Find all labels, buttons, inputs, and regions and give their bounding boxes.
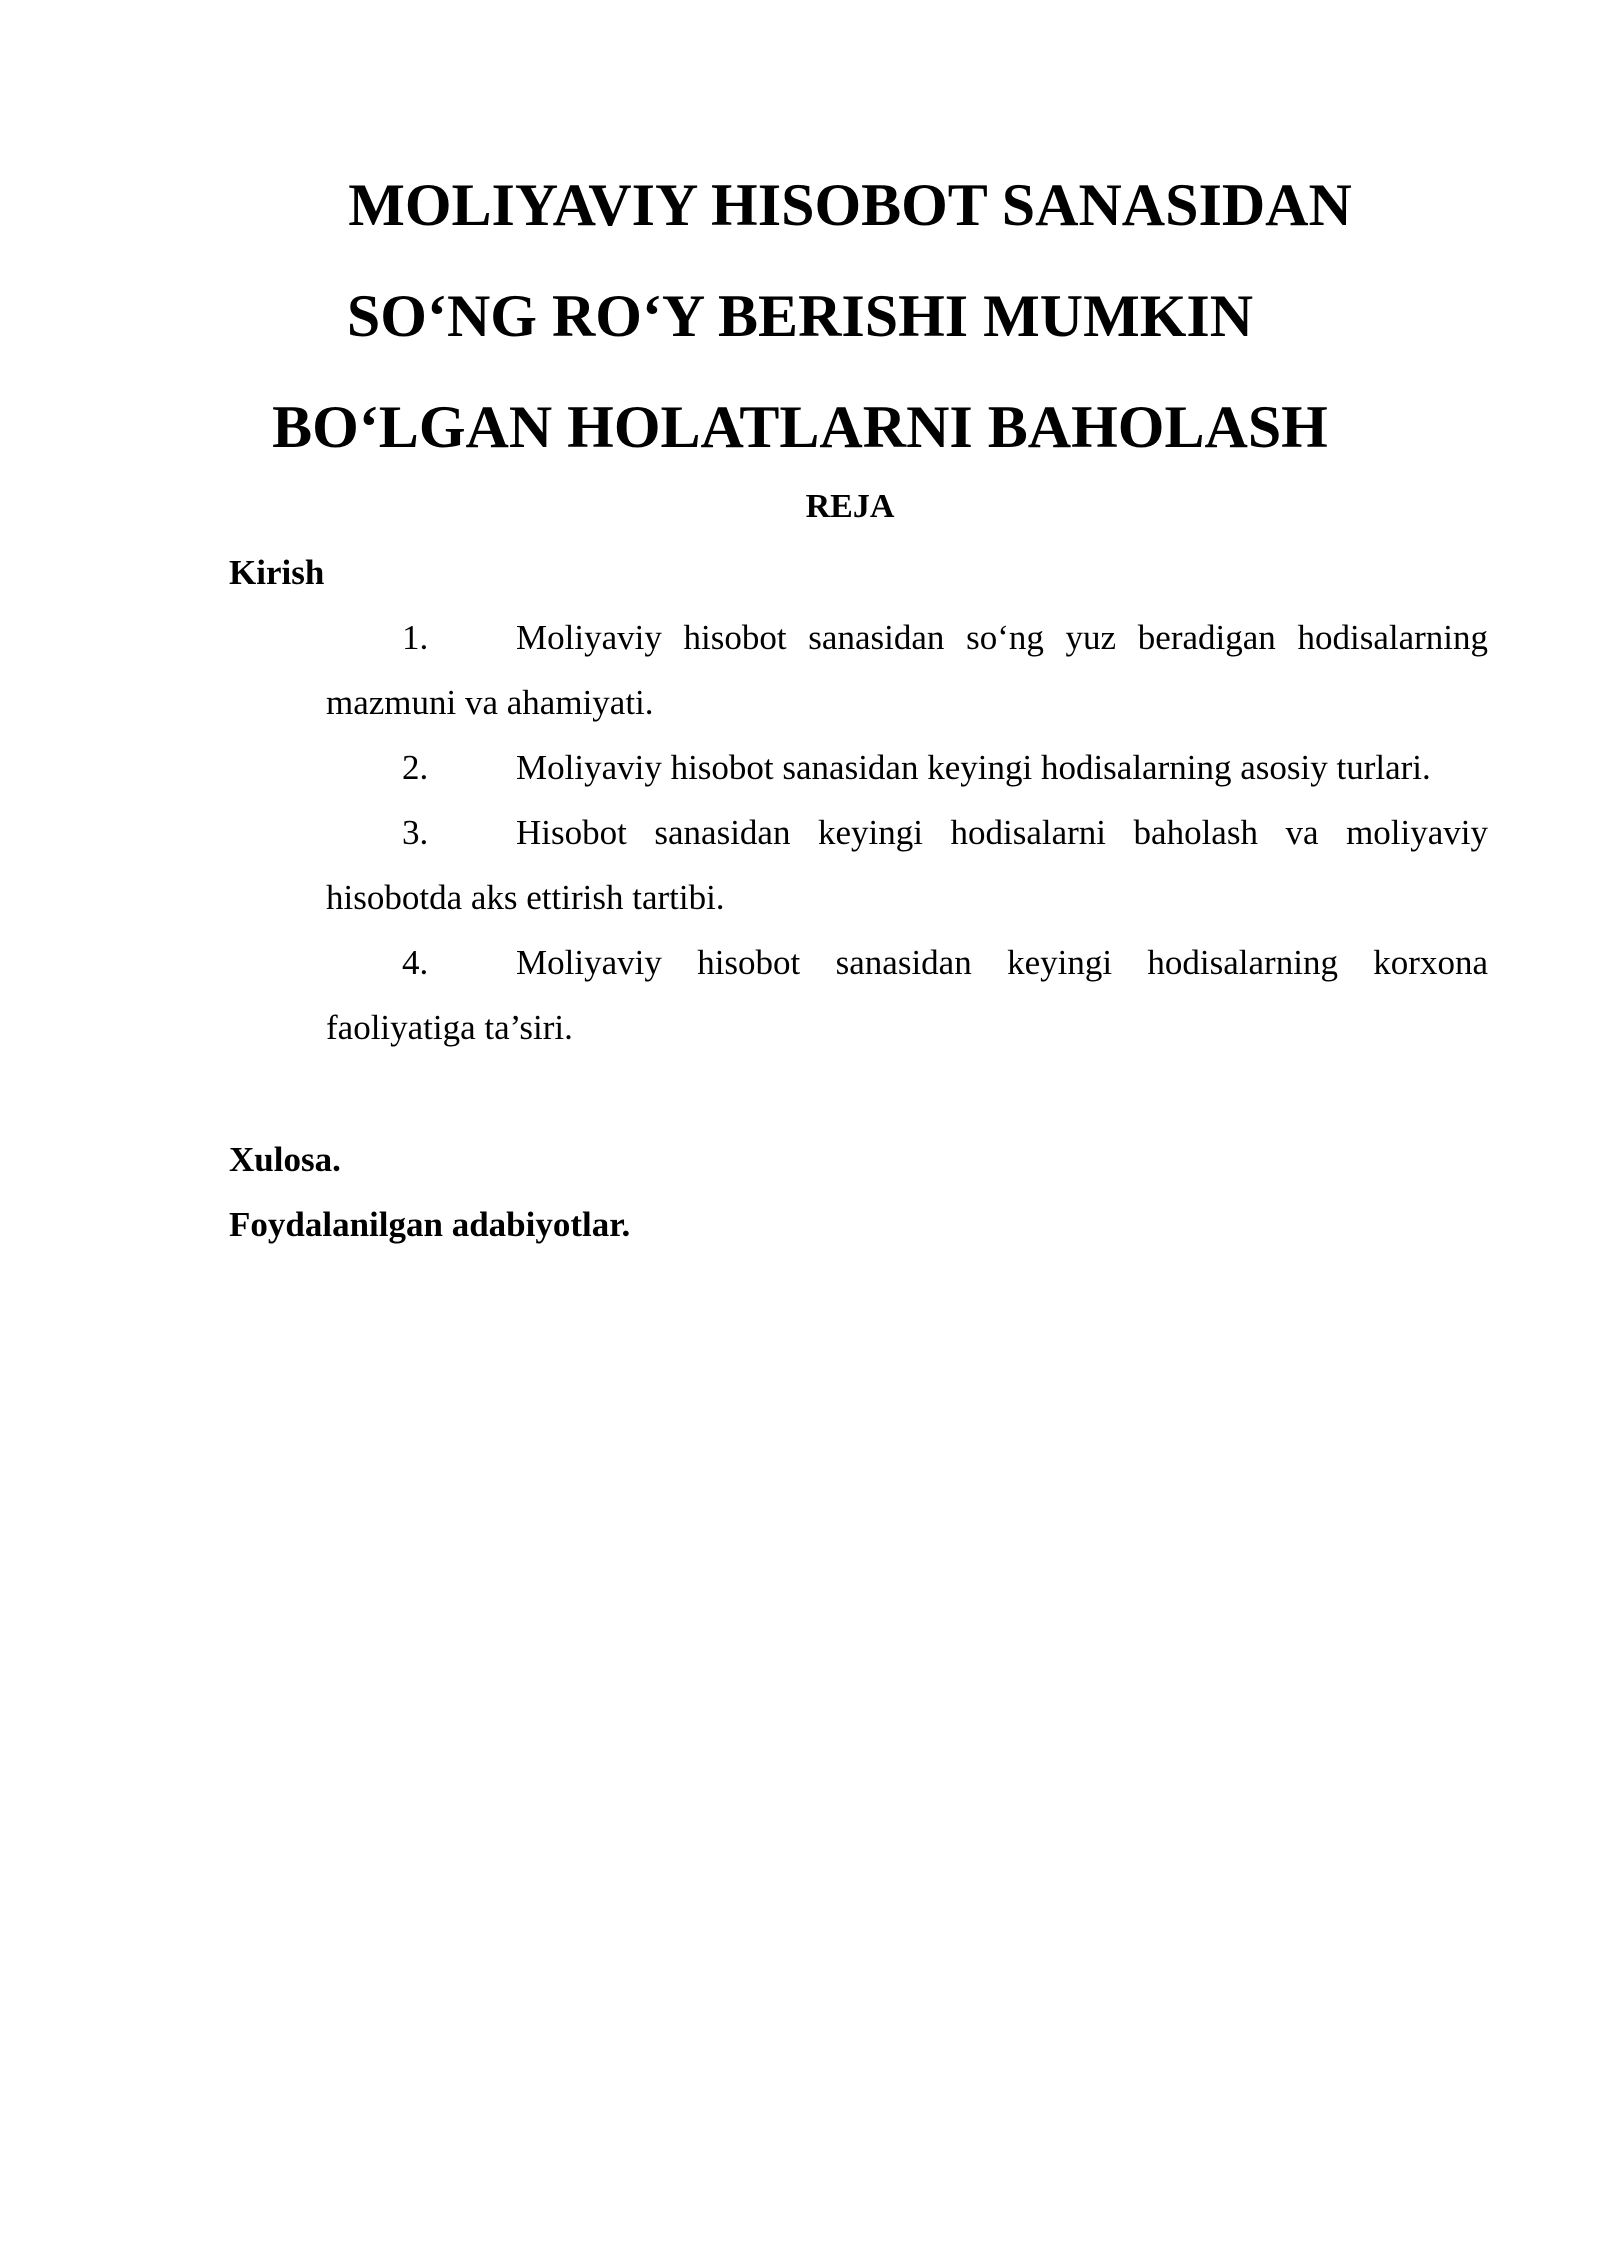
plan-item-number: 4. (402, 943, 429, 982)
conclusion-label: Xulosa. (229, 1140, 341, 1179)
plan-item-text: Moliyaviy hisobot sanasidan so‘ng yuz beradigan hodisalarning mazmuni va ahamiyati. (326, 618, 1488, 722)
document-title (0, 150, 1600, 483)
plan-item-text: Moliyaviy hisobot sanasidan keyingi hodisalarning korxona faoliyatiga ta’siri. (326, 943, 1488, 1047)
plan-item-text: Hisobot sanasidan keyingi hodisalarni baholash va moliyaviy hisobotda aks ettirish tartibi. (326, 813, 1488, 917)
title-line-1: MOLIYAVIY HISOBOT SANASIDAN (348, 172, 1352, 238)
plan-heading: REJA (805, 488, 895, 525)
title-line-3: BO‘LGAN HOLATLARNI BAHOLASH (272, 394, 1328, 460)
plan-item-number: 2. (402, 748, 429, 787)
plan-item-number: 3. (402, 813, 429, 852)
plan-item (326, 800, 1488, 930)
plan-item (326, 735, 1488, 800)
plan-item-number: 1. (402, 618, 429, 657)
plan-item-text: Moliyaviy hisobot sanasidan keyingi hodisalarning asosiy turlari. (516, 748, 1431, 787)
intro-label: Kirish (229, 553, 325, 592)
plan-item (326, 605, 1488, 735)
plan-list (326, 605, 1488, 1060)
plan-item (326, 930, 1488, 1060)
title-line-2: SO‘NG RO‘Y BERISHI MUMKIN (346, 283, 1254, 349)
references-label: Foydalanilgan adabiyotlar. (229, 1205, 631, 1244)
